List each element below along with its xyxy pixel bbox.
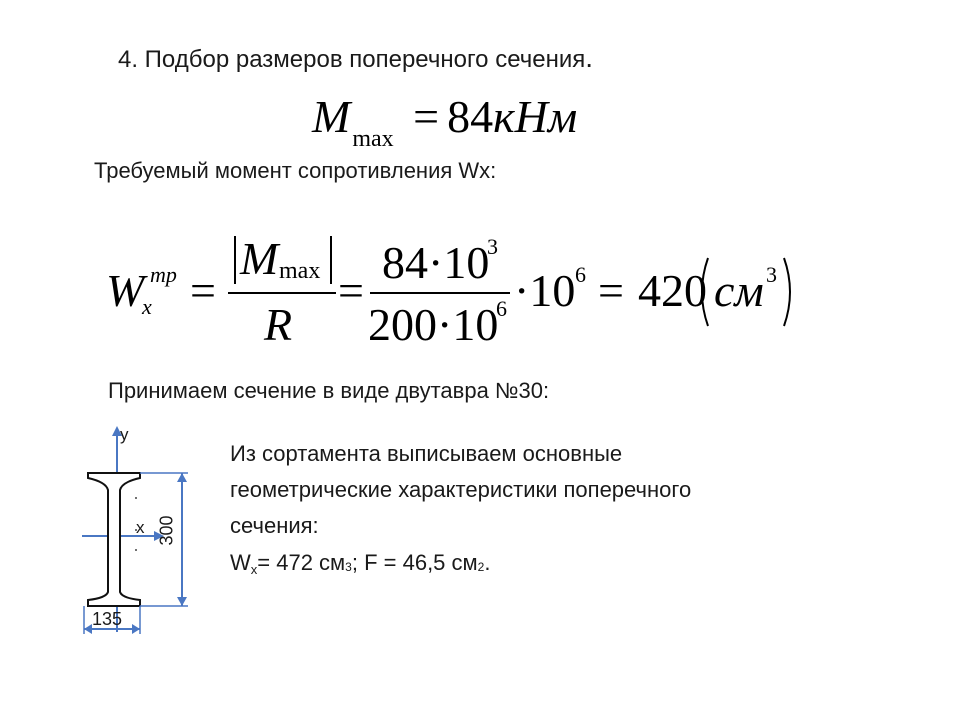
moment-value: 84 — [447, 91, 494, 142]
wx-letter: W — [230, 550, 251, 575]
w-symbol: W — [106, 265, 145, 316]
fraction2-denominator: 200·10 — [368, 299, 499, 350]
multiplier-exp: 6 — [575, 262, 586, 287]
fraction2-bar — [370, 292, 510, 294]
width-dimension: 135 — [92, 609, 123, 629]
fraction1-bar — [228, 292, 336, 294]
equals-sign-3: = — [598, 265, 624, 316]
fraction1-numerator-sub: max — [279, 258, 321, 284]
fraction1-denominator: R — [264, 299, 293, 350]
wx-subscript: x — [250, 562, 258, 577]
sortament-line-2: геометрические характеристики поперечного — [230, 477, 692, 502]
result-value: 420 — [638, 265, 707, 316]
equals-sign: = — [413, 91, 440, 142]
i-beam-figure — [70, 420, 200, 640]
accept-section-line: Принимаем сечение в виде двутавра №30: — [108, 378, 550, 403]
multiplier: ·10 — [514, 265, 576, 316]
result-unit: см — [714, 265, 764, 316]
fraction2-numerator: 84·10 — [382, 237, 490, 288]
equals-sign-1: = — [190, 265, 216, 316]
w-subscript-x: x — [142, 294, 152, 319]
sortament-text — [230, 436, 691, 544]
y-axis-label: y — [120, 425, 129, 444]
moment-unit: кНм — [493, 91, 578, 142]
fraction2-denominator-exp: 6 — [496, 296, 507, 321]
abs-bar-left — [234, 236, 236, 284]
abs-bar-right — [330, 236, 332, 284]
wx-exponent: 3 — [345, 560, 352, 574]
fraction2-numerator-exp: 3 — [487, 234, 498, 259]
heading-text: 4. Подбор размеров поперечного сечения — [118, 46, 586, 73]
properties-end: . — [484, 550, 491, 575]
area-exponent: 2 — [477, 560, 485, 574]
w-superscript-tr: тр — [150, 262, 177, 287]
height-dimension: 300 — [156, 515, 177, 546]
result-unit-exp: 3 — [766, 262, 777, 287]
x-axis-label: x — [136, 518, 145, 537]
area-value: ; F = 46,5 см — [351, 550, 478, 575]
equals-sign-2: = — [338, 265, 364, 316]
fraction1-numerator-M: M — [240, 233, 279, 284]
moment-subscript: max — [352, 126, 394, 152]
wx-value: = 472 см — [257, 550, 346, 575]
heading-period: . — [585, 42, 594, 73]
sortament-line-3: сечения: — [230, 513, 319, 538]
required-modulus-label: Требуемый момент сопротивления Wx: — [94, 158, 497, 183]
moment-symbol: M — [312, 91, 351, 142]
section-properties — [230, 550, 490, 576]
sortament-line-1: Из сортамента выписываем основные — [230, 441, 623, 466]
